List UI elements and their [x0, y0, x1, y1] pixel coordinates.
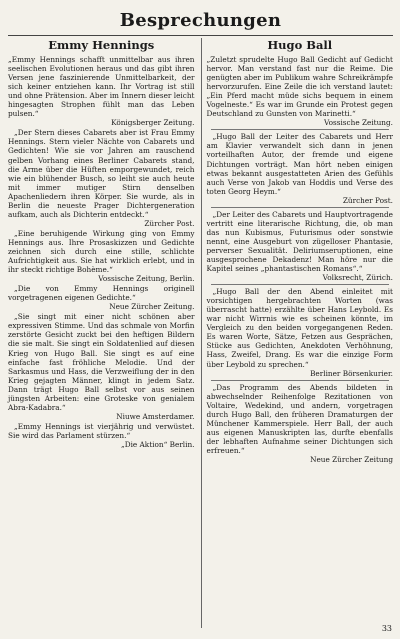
column-heading: Hugo Ball	[267, 38, 333, 52]
review-source: Neue Zürcher Zeitung.	[109, 302, 195, 312]
review-separator	[211, 207, 390, 208]
review-source: Volksrecht, Zürich.	[322, 273, 393, 283]
review-text: „Emmy Hennings ist vierjährig und verwüstet. Sie wird das Parlament stürzen.“	[8, 421, 195, 440]
review-source: Neue Zürcher Zeitung	[310, 454, 393, 464]
title-rule	[8, 35, 393, 36]
review-source: Königsberger Zeitung.	[111, 118, 195, 128]
review-text: „Zuletzt sprudelte Hugo Ball Gedicht auf Gedicht hervor. Man verstand fast nur die Reime. Die genügten aber im Publikum wahre Schreikrämpfe hervorzurufen. Eine Zeile die ich verstand lautet: „Ein Pferd macht müde sichs bequem in einem Vogelneste.“ Es war im Grunde ein Protest gegen Deutschland zu Gunsten von Marinetti.“	[206, 55, 393, 119]
review-text: „Das Programm des Abends bildeten in abwechselnder Reihenfolge Rezitationen von Voltaire, Wedekind, und andern, vorgetragen durch Hugo Ball, den früheren Dramaturgen der Münchener Kammerspiele. Herr Ball, der auch aus eigenen Manuskripten las, durfte ebenfalls der lebhaften Aufnahme seiner Dichtungen sich erfreuen.“	[206, 382, 393, 455]
columns-container	[8, 38, 393, 465]
review-source: Zürcher Post.	[144, 218, 195, 228]
review-text: „Der Stern dieses Cabarets aber ist Frau Emmy Hennings. Stern vieler Nächte von Cabarets und Gedichten! Wie sie vor Jahren am rauschend gelben Vorhang eines Berliner Cabarets stand, die Arme über die Hüften emporgewundet, reich wie ein blühender Busch, so leiht sie auch heute mit immer mutiger Stirn denselben Apachenliedern ihren Körper. Sie wurde, als in Berlin die neueste Prager Dichtergeneration aufkam, auch als Dichterin entdeckt.“	[8, 128, 195, 219]
review-separator	[211, 380, 390, 381]
review-source: Vossische Zeitung, Berlin.	[98, 274, 195, 284]
review-text: „Die von Emmy Hennings originell vorgetragenen eigenen Gedichte.“	[8, 284, 195, 303]
column-emmy-hennings	[8, 38, 195, 465]
column-heading: Emmy Hennings	[48, 38, 155, 52]
review-source: Vossische Zeitung.	[323, 118, 393, 128]
review-text: „Eine beruhigende Wirkung ging von Emmy Hennings aus. Ihre Prosaskizzen und Gedichte zeichnen sich durch eine stille, schlichte Aufrichtigkeit aus. Sie hat wirklich erlebt, und in ihr steckt richtige Bohème.“	[8, 228, 195, 275]
review-source: Berliner Börsenkurier.	[310, 368, 393, 378]
review-text: „Hugo Ball der den Abend einleitet mit vorsichtigen hergebrachten Worten (was überrascht hatte) erzählte über Hans Leybold. Es war nicht Wirrnis wie es scheinen könnte, im Vergleich zu den beiden vorgegangenen Reden. Es waren Worte, Sätze, Fetzen aus Gesprächen, Stücke aus Gedichten, Anekdoten Verhöhnung, Hass, Zweifel, Drang. Es war die einzige Form über Leybold zu sprechen.“	[206, 287, 393, 369]
column-hugo-ball	[207, 38, 394, 465]
page-number: 33	[381, 624, 392, 633]
review-source: Zürcher Post.	[342, 195, 393, 205]
review-source: Niuwe Amsterdamer.	[116, 411, 195, 421]
review-text: „Sie singt mit einer nicht schönen aber expressiven Stimme. Und das schmale von Morfin zerstörte Gesicht zuckt bei den heftigen Bildern die sie malt. Sie singt ein Soldatenlied auf diesen Krieg von Hugo Ball. Sie singt es auf eine einfache fast fröhliche Melodie. Und der Sarkasmus und Hass, die Verzweiflung der in den Krieg gejagten Männer, klingt in jedem Satz. Dann trägt Hugo Ball selbst vor aus seinen jüngsten Arbeiten: eine Groteske von genialem Abra-Kadabra.“	[8, 312, 195, 412]
review-text: „Hugo Ball der Leiter des Cabarets und Herr am Klavier verwandelt sich dann in jenen vorteilhaften Autor, der fremde und eigene Dichtungen vorträgt. Man hört neben einigen etwas bekannt ausgestatteten Arien des Gefühls auch Verse von Jakob van Hoddis und Verse des toten Georg Heym.“	[206, 132, 393, 196]
review-separator	[211, 284, 390, 285]
review-text: „Der Leiter des Cabarets und Hauptvortragende vertritt eine literarische Richtung, die, ob man das nun Kubismus, Futurismus oder sonstwie nennt, eine Ausgeburt von zügelloser Phantasie, perverser Sexualität. Deliriumseruptionen, eine ausgesprochene Dekadenz! Man höre nur die Kapitel seines „phantastischen Romans“.“	[206, 209, 393, 274]
review-separator	[211, 129, 390, 130]
page-title: Besprechungen	[119, 10, 282, 31]
review-text: „Emmy Hennings schafft unmittelbar aus ihren seelischen Evolutionen heraus und das gibt ihren Versen jene faszinierende Unmittelbarkeit, der sich keiner entziehen kann. Ihr Vortrag ist still und ohne Prätension. Aber im Innern dieser leicht hingesagten Strophen fühlt man das Leben pulsen.“	[8, 55, 195, 119]
column-divider	[201, 38, 202, 628]
review-source: „Die Aktion“ Berlin.	[120, 439, 195, 449]
